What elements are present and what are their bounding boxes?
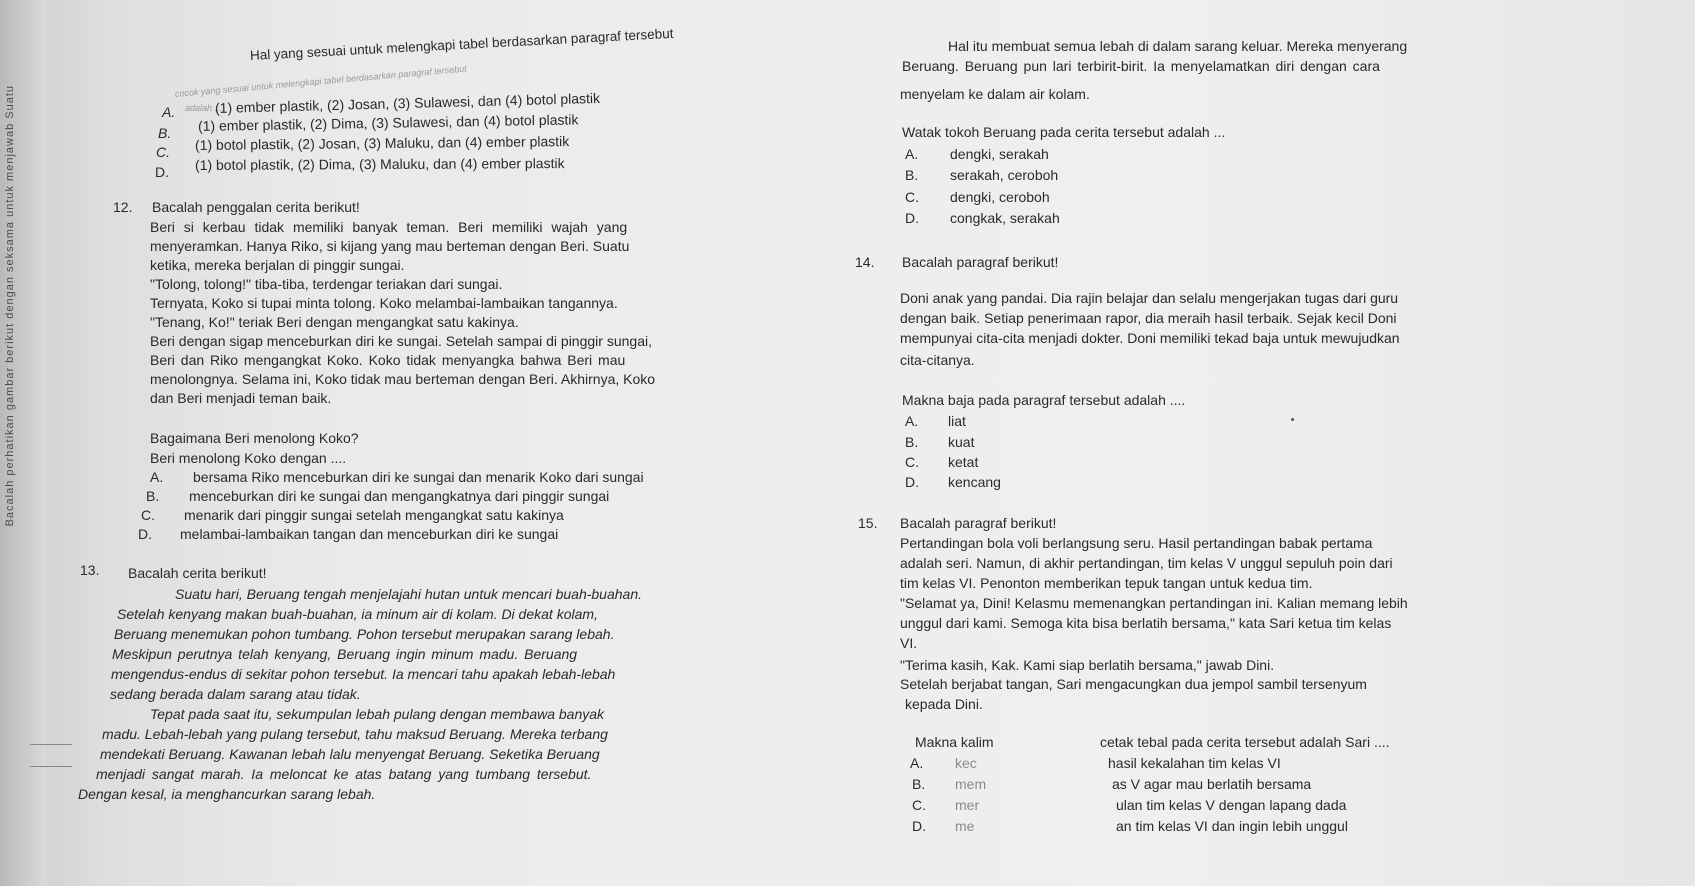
- q12-prompt: Bacalah penggalan cerita berikut!: [152, 199, 360, 215]
- q15-passage-4: "Selamat ya, Dini! Kelasmu memenangkan pertandingan ini. Kalian memang lebih: [900, 595, 1408, 611]
- q12-passage-10: dan Beri menjadi teman baik.: [150, 390, 332, 406]
- q13-option-c-letter: C.: [905, 189, 919, 205]
- q15-option-d-start: me: [955, 818, 975, 834]
- q14-passage-3: mempunyai cita-cita menjadi dokter. Doni memiliki tekad baja untuk mewujudkan: [900, 330, 1400, 346]
- q15-option-c-start: mer: [955, 797, 980, 813]
- q13-passage-9: mendekati Beruang. Kawanan lebah lalu menyengat Beruang. Seketika Beruang: [100, 746, 600, 762]
- q12-passage-4: "Tolong, tolong!" tiba-tiba, terdengar teriakan dari sungai.: [150, 276, 503, 292]
- q15-option-a-end: hasil kekalahan tim kelas VI: [1108, 755, 1281, 771]
- q14-option-d-letter: D.: [905, 474, 919, 490]
- q13-option-a: dengki, serakah: [950, 146, 1049, 162]
- q11-option-a: (1) ember plastik, (2) Josan, (3) Sulawesi, dan (4) botol plastik: [214, 89, 601, 116]
- q14-passage-4: cita-citanya.: [900, 352, 975, 368]
- q14-option-b: kuat: [948, 434, 975, 450]
- q13-prompt: Bacalah cerita berikut!: [128, 565, 267, 581]
- q11-option-c-letter: C.: [156, 144, 170, 160]
- q14-option-d: kencang: [948, 474, 1001, 490]
- q13-passage-8: madu. Lebah-lebah yang pulang tersebut, tahu maksud Beruang. Mereka terbang: [102, 726, 608, 742]
- q15-option-c-letter: C.: [912, 797, 926, 813]
- q12-passage-3: ketika, mereka berjalan di pinggir sungai.: [150, 257, 405, 273]
- q12-option-d-letter: D.: [138, 526, 152, 542]
- q15-passage-1: Pertandingan bola voli berlangsung seru. Hasil pertandingan babak pertama: [900, 535, 1373, 551]
- q15-number: 15.: [858, 515, 878, 531]
- q13-option-a-letter: A.: [905, 146, 919, 162]
- q12-option-b: menceburkan diri ke sungai dan mengangkatnya dari pinggir sungai: [189, 488, 610, 504]
- q15-option-c-end: ulan tim kelas V dengan lapang dada: [1116, 797, 1347, 813]
- q15-option-a-letter: A.: [910, 755, 924, 771]
- q12-option-a: bersama Riko menceburkan diri ke sungai dan menarik Koko dari sungai: [193, 469, 644, 485]
- q13-passage-5: mengendus-endus di sekitar pohon tersebut. Ia mencari tahu apakah lebah-lebah: [111, 666, 616, 682]
- q14-option-a-letter: A.: [905, 413, 919, 429]
- q15-option-b-letter: B.: [912, 776, 926, 792]
- q15-prompt: Bacalah paragraf berikut!: [900, 515, 1057, 531]
- q15-option-b-start: mem: [955, 776, 987, 792]
- q15-question-start: Makna kalim: [915, 734, 994, 750]
- q12-passage-6: "Tenang, Ko!" teriak Beri dengan mengangkat satu kakinya.: [150, 314, 519, 330]
- q13-passage-7: Tepat pada saat itu, sekumpulan lebah pulang dengan membawa banyak: [150, 706, 605, 722]
- q13-passage-10: menjadi sangat marah. Ia meloncat ke atas batang yang tumbang tersebut.: [96, 766, 592, 782]
- q14-passage-1: Doni anak yang pandai. Dia rajin belajar dan selalu mengerjakan tugas dari guru: [900, 290, 1399, 306]
- q15-passage-6: VI.: [900, 635, 918, 651]
- q12-option-a-letter: A.: [150, 469, 164, 485]
- q13-option-b-letter: B.: [905, 167, 919, 183]
- q15-option-a-start: kec: [955, 755, 977, 771]
- q15-option-d-letter: D.: [912, 818, 926, 834]
- q12-passage-2: menyeramkan. Hanya Riko, si kijang yang mau berteman dengan Beri. Suatu: [150, 238, 630, 254]
- q14-option-b-letter: B.: [905, 434, 919, 450]
- q15-passage-9: kepada Dini.: [905, 696, 983, 712]
- q13-option-b: serakah, ceroboh: [950, 167, 1059, 183]
- q12-passage-9: menolongnya. Selama ini, Koko tidak mau berteman dengan Beri. Akhirnya, Koko: [150, 371, 656, 387]
- table-instruction: Hal yang sesuai untuk melengkapi tabel berdasarkan paragraf tersebut: [249, 25, 674, 63]
- q13-continuation-3: menyelam ke dalam air kolam.: [900, 86, 1090, 102]
- q15-passage-8: Setelah berjabat tangan, Sari mengacungkan dua jempol sambil tersenyum: [900, 676, 1367, 692]
- q13-option-d-letter: D.: [905, 210, 919, 226]
- q11-option-b: (1) ember plastik, (2) Dima, (3) Sulawesi, dan (4) botol plastik: [197, 111, 579, 134]
- q12-question: Bagaimana Beri menolong Koko?: [150, 430, 359, 446]
- q15-question-end: cetak tebal pada cerita tersebut adalah Sari ....: [1100, 734, 1390, 750]
- faint-instruction: cocok yang sesuai untuk melengkapi tabel berdasarkan paragraf tersebut: [174, 63, 468, 99]
- q15-passage-5: unggul dari kami. Semoga kita bisa berlatih bersama," kata Sari ketua tim kelas: [900, 615, 1392, 631]
- q13-passage-3: Beruang menemukan pohon tumbang. Pohon tersebut merupakan sarang lebah.: [114, 626, 615, 642]
- q14-option-a: liat: [948, 413, 966, 429]
- q12-passage-8: Beri dan Riko mengangkat Koko. Koko tidak menyangka bahwa Beri mau: [150, 352, 626, 368]
- q11-option-d: (1) botol plastik, (2) Dima, (3) Maluku, dan (4) ember plastik: [194, 155, 565, 173]
- q15-option-d-end: an tim kelas VI dan ingin lebih unggul: [1116, 818, 1348, 834]
- q15-option-b-end: as V agar mau berlatih bersama: [1112, 776, 1312, 792]
- faint-adalah: adalah ....: [185, 103, 225, 113]
- page-edge-shadow: [0, 0, 55, 886]
- q13-passage-4: Meskipun perutnya telah kenyang, Beruang ingin minum madu. Beruang: [112, 646, 578, 662]
- q13-continuation-1: Hal itu membuat semua lebah di dalam sarang keluar. Mereka menyerang: [948, 38, 1408, 54]
- q14-option-c: ketat: [948, 454, 979, 470]
- q14-prompt: Bacalah paragraf berikut!: [902, 254, 1059, 270]
- q15-passage-3: tim kelas VI. Penonton memberikan tepuk tangan untuk kedua tim.: [900, 575, 1313, 591]
- q15-passage-7: "Terima kasih, Kak. Kami siap berlatih bersama," jawab Dini.: [900, 657, 1275, 673]
- q13-number: 13.: [80, 562, 100, 578]
- q13-option-d: congkak, serakah: [950, 210, 1060, 226]
- q11-option-d-letter: D.: [155, 164, 169, 180]
- edge-cut-text: Bacalah perhatikan gambar berikut dengan seksama untuk menjawab Suatu: [4, 85, 16, 527]
- q12-option-c-letter: C.: [141, 507, 155, 523]
- q12-option-c: menarik dari pinggir sungai setelah mengangkat satu kakinya: [184, 507, 564, 523]
- q14-question: Makna baja pada paragraf tersebut adalah ....: [902, 392, 1186, 408]
- q13-question: Watak tokoh Beruang pada cerita tersebut adalah ...: [902, 124, 1226, 140]
- q11-option-a-letter: A.: [162, 104, 176, 120]
- q12-option-b-letter: B.: [146, 488, 160, 504]
- q11-option-b-letter: B.: [158, 125, 172, 141]
- q12-passage-5: Ternyata, Koko si tupai minta tolong. Koko melambai-lambaikan tangannya.: [150, 295, 618, 311]
- q14-passage-2: dengan baik. Setiap penerimaan rapor, dia meraih hasil terbaik. Sejak kecil Doni: [900, 310, 1397, 326]
- margin-line-1: [30, 744, 72, 745]
- q14-number: 14.: [855, 254, 875, 270]
- q13-option-c: dengki, ceroboh: [950, 189, 1050, 205]
- stray-dot: [1291, 418, 1294, 421]
- q12-passage-1: Beri si kerbau tidak memiliki banyak teman. Beri memiliki wajah yang: [150, 219, 628, 235]
- margin-line-2: [30, 766, 72, 767]
- q13-continuation-2: Beruang. Beruang pun lari terbirit-birit. Ia menyelamatkan diri dengan cara: [902, 58, 1380, 74]
- q14-option-c-letter: C.: [905, 454, 919, 470]
- q12-number: 12.: [113, 199, 133, 215]
- q11-option-c: (1) botol plastik, (2) Josan, (3) Maluku, dan (4) ember plastik: [194, 133, 570, 153]
- q13-passage-6: sedang berada dalam sarang atau tidak.: [110, 686, 361, 702]
- q12-stem: Beri menolong Koko dengan ....: [150, 450, 347, 466]
- q12-passage-7: Beri dengan sigap menceburkan diri ke sungai. Setelah sampai di pinggir sungai,: [150, 333, 652, 349]
- q13-passage-1: Suatu hari, Beruang tengah menjelajahi hutan untuk mencari buah-buahan.: [175, 586, 642, 602]
- q15-passage-2: adalah seri. Namun, di akhir pertandingan, tim kelas V unggul sepuluh poin dari: [900, 555, 1393, 571]
- q13-passage-11: Dengan kesal, ia menghancurkan sarang lebah.: [78, 786, 376, 802]
- q12-option-d: melambai-lambaikan tangan dan menceburkan diri ke sungai: [180, 526, 559, 542]
- q13-passage-2: Setelah kenyang makan buah-buahan, ia minum air di kolam. Di dekat kolam,: [117, 606, 598, 622]
